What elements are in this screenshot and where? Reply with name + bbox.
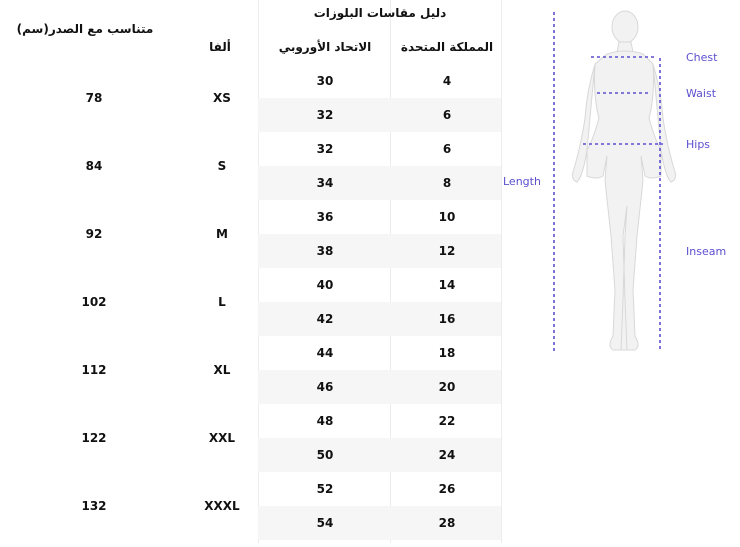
alpha-size-cell: XXL (208, 431, 236, 445)
alpha-size-cell: XL (213, 363, 231, 377)
uk-size-cell: 6 (442, 142, 452, 156)
chest-cm-cell: 122 (81, 431, 107, 445)
waist-label: Waist (686, 87, 717, 100)
eu-size-cell: 32 (316, 108, 334, 122)
alpha-size-cell: XS (213, 91, 231, 105)
chest-cm-cell: 92 (85, 227, 103, 241)
uk-size-cell: 10 (438, 210, 456, 224)
eu-size-cell: 30 (316, 74, 334, 88)
uk-size-cell: 26 (438, 482, 456, 496)
eu-size-cell: 44 (316, 346, 334, 360)
uk-size-cell: 16 (438, 312, 456, 326)
eu-size-cell: 40 (316, 278, 334, 292)
uk-size-cell: 6 (442, 108, 452, 122)
chest-cm-cell: 84 (85, 159, 103, 173)
uk-size-cell: 14 (438, 278, 456, 292)
header-uk: المملكة المتحدة (400, 40, 494, 54)
uk-size-cell: 20 (438, 380, 456, 394)
chest-cm-cell: 132 (81, 499, 107, 513)
header-alpha: ألفا (209, 40, 231, 54)
eu-size-cell: 50 (316, 448, 334, 462)
eu-size-cell: 46 (316, 380, 334, 394)
eu-size-cell: 38 (316, 244, 334, 258)
uk-size-cell: 28 (438, 516, 456, 530)
chest-label: Chest (686, 51, 718, 64)
column-divider (501, 0, 502, 543)
alpha-size-cell: S (217, 159, 227, 173)
eu-size-cell: 42 (316, 312, 334, 326)
table-title: دليل مقاسات البلوزات (313, 6, 447, 20)
hips-label: Hips (686, 138, 711, 151)
eu-size-cell: 54 (316, 516, 334, 530)
header-eu: الاتحاد الأوروبي (278, 40, 372, 54)
alpha-size-cell: M (216, 227, 228, 241)
eu-size-cell: 52 (316, 482, 334, 496)
eu-size-cell: 34 (316, 176, 334, 190)
uk-size-cell: 22 (438, 414, 456, 428)
chest-cm-cell: 112 (81, 363, 107, 377)
uk-size-cell: 18 (438, 346, 456, 360)
uk-size-cell: 4 (442, 74, 452, 88)
alpha-size-cell: L (218, 295, 226, 309)
uk-size-cell: 12 (438, 244, 456, 258)
body-measurement-figure (503, 0, 740, 543)
length-label: Length (503, 175, 541, 188)
body-silhouette-icon (503, 0, 740, 543)
alpha-size-cell: XXXL (204, 499, 240, 513)
eu-size-cell: 36 (316, 210, 334, 224)
eu-size-cell: 48 (316, 414, 334, 428)
header-chest: متناسب مع الصدر(سم) (16, 22, 154, 36)
chest-cm-cell: 102 (81, 295, 107, 309)
eu-size-cell: 32 (316, 142, 334, 156)
uk-size-cell: 8 (442, 176, 452, 190)
uk-size-cell: 24 (438, 448, 456, 462)
chest-cm-cell: 78 (85, 91, 103, 105)
inseam-label: Inseam (686, 245, 727, 258)
